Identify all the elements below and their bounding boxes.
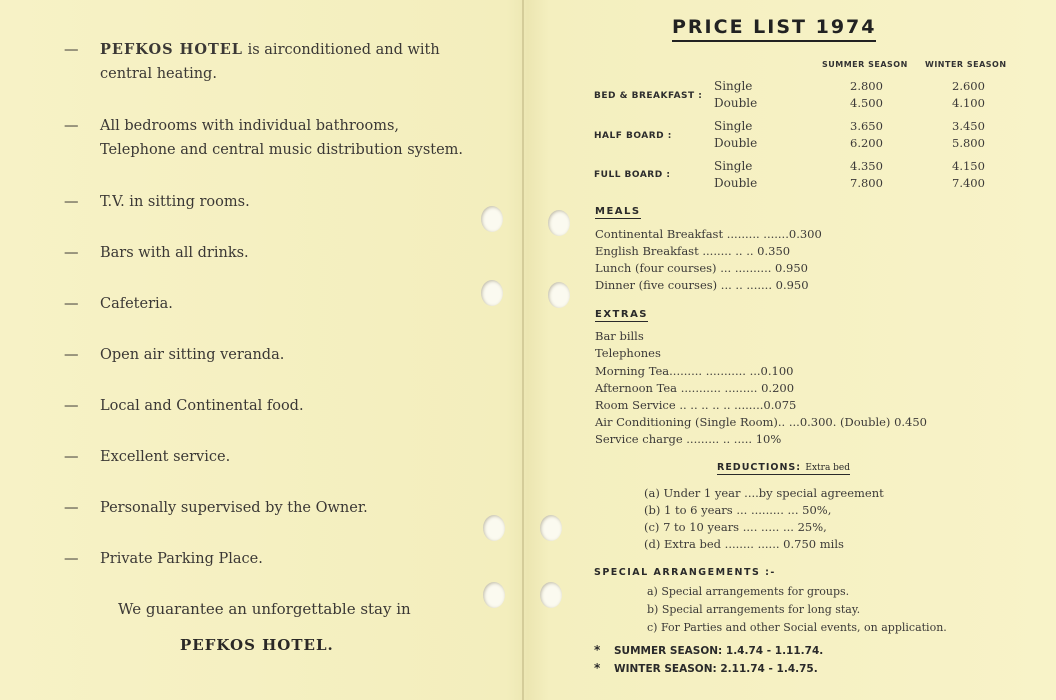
feature-item — [64, 394, 504, 418]
extras-line: Air Conditioning (Single Room).. ...0.300. (Double) 0.450 — [595, 415, 927, 429]
winter-price: 5.800 — [952, 136, 985, 150]
meals-header: MEALS — [595, 206, 641, 217]
meal-line: Dinner (five courses) ... .. ....... 0.950 — [595, 278, 809, 292]
bullet-dash: — — [64, 398, 79, 414]
summer-season-header: SUMMER SEASON — [822, 60, 908, 69]
room-type: Single — [714, 159, 753, 173]
feature-item — [64, 114, 504, 162]
summer-price: 6.200 — [850, 136, 883, 150]
star-bullet: * — [594, 661, 601, 675]
room-type: Single — [714, 119, 753, 133]
extras-line: Bar bills — [595, 329, 644, 343]
room-type: Double — [714, 176, 758, 190]
reduction-line: (a) Under 1 year ....by special agreement — [644, 486, 884, 500]
hotel-name-inline: PEFKOS HOTEL — [100, 41, 243, 58]
feature-text: is airconditioned and with — [242, 42, 440, 58]
special-arrangements-header: SPECIAL ARRANGEMENTS :- — [594, 567, 776, 578]
feature-text: Private Parking Place. — [100, 551, 263, 567]
hotel-name-footer: PEFKOS HOTEL. — [180, 636, 334, 654]
bullet-dash: — — [64, 449, 79, 465]
feature-item — [64, 496, 504, 520]
room-type: Double — [714, 136, 758, 150]
bullet-dash: — — [64, 551, 79, 567]
room-type: Double — [714, 96, 758, 110]
feature-text-line2: Telephone and central music distribution system. — [100, 142, 464, 158]
summer-price: 4.500 — [850, 96, 883, 110]
reductions-subtitle: Extra bed — [805, 463, 851, 473]
bullet-dash: — — [64, 42, 79, 58]
bullet-dash: — — [64, 347, 79, 363]
feature-item — [64, 343, 504, 367]
punch-hole — [540, 515, 562, 541]
season-text: SUMMER SEASON: 1.4.74 - 1.11.74. — [614, 645, 824, 657]
guarantee-text: We guarantee an unforgettable stay in — [118, 600, 411, 618]
special-line: b) Special arrangements for long stay. — [647, 603, 861, 616]
punch-hole — [483, 582, 505, 608]
bullet-dash: — — [64, 194, 79, 210]
room-type: Single — [714, 79, 753, 93]
feature-text: Cafeteria. — [100, 296, 173, 312]
board-label: BED & BREAKFAST : — [594, 91, 703, 101]
bullet-dash: — — [64, 500, 79, 516]
winter-price: 4.100 — [952, 96, 985, 110]
bullet-dash: — — [64, 296, 79, 312]
extras-line: Afternoon Tea ........... ......... 0.200 — [595, 381, 795, 395]
feature-text: Local and Continental food. — [100, 398, 304, 414]
punch-hole — [548, 210, 570, 236]
reductions-title: REDUCTIONS: — [717, 462, 802, 473]
reduction-line: (b) 1 to 6 years ... ......... ... 50%, — [644, 503, 832, 517]
winter-price: 3.450 — [952, 119, 985, 133]
feature-text: Personally supervised by the Owner. — [100, 500, 368, 516]
feature-text: Open air sitting veranda. — [100, 347, 285, 363]
summer-price: 2.800 — [850, 79, 883, 93]
reduction-line: (c) 7 to 10 years .... ..... ... 25%, — [644, 520, 827, 534]
winter-season-header: WINTER SEASON — [925, 60, 1007, 69]
feature-text: All bedrooms with individual bathrooms, — [100, 118, 400, 134]
extras-line: Morning Tea......... ........... ...0.100 — [595, 364, 794, 378]
board-label: HALF BOARD : — [594, 131, 672, 141]
punch-hole — [540, 582, 562, 608]
star-bullet: * — [594, 643, 601, 657]
special-line: a) Special arrangements for groups. — [647, 585, 850, 598]
special-line: c) For Parties and other Social events, on application. — [647, 621, 947, 634]
bullet-dash: — — [64, 118, 79, 134]
season-text: WINTER SEASON: 2.11.74 - 1.4.75. — [614, 663, 818, 675]
feature-item — [64, 190, 504, 214]
meal-line: English Breakfast ........ .. .. 0.350 — [595, 244, 791, 258]
meal-line: Lunch (four courses) ... .......... 0.950 — [595, 261, 808, 275]
punch-hole — [548, 282, 570, 308]
feature-item — [64, 241, 504, 265]
board-label: FULL BOARD : — [594, 170, 671, 180]
winter-price: 4.150 — [952, 159, 985, 173]
summer-season-dates — [594, 643, 823, 657]
feature-text: T.V. in sitting rooms. — [100, 194, 250, 210]
winter-price: 7.400 — [952, 176, 985, 190]
feature-item — [64, 445, 504, 469]
feature-item — [64, 292, 504, 316]
summer-price: 3.650 — [850, 119, 883, 133]
meal-line: Continental Breakfast ......... .......0.300 — [595, 227, 822, 241]
winter-season-dates — [594, 661, 818, 675]
price-list-title: PRICE LIST 1974 — [672, 16, 876, 42]
summer-price: 4.350 — [850, 159, 883, 173]
feature-text-line2: central heating. — [100, 66, 217, 82]
extras-line: Service charge ......... .. ..... 10% — [595, 432, 782, 446]
extras-line: Room Service .. .. .. .. .. ........0.075 — [595, 398, 797, 412]
extras-header: EXTRAS — [595, 309, 649, 320]
feature-text: Excellent service. — [100, 449, 231, 465]
reduction-line: (d) Extra bed ........ ...... 0.750 mils — [644, 537, 844, 551]
feature-item — [64, 547, 504, 571]
bullet-dash: — — [64, 245, 79, 261]
center-fold — [522, 0, 524, 700]
summer-price: 7.800 — [850, 176, 883, 190]
extras-line: Telephones — [595, 346, 661, 360]
reductions-header — [717, 462, 850, 475]
feature-item — [64, 38, 504, 86]
feature-text: Bars with all drinks. — [100, 245, 249, 261]
winter-price: 2.600 — [952, 79, 985, 93]
